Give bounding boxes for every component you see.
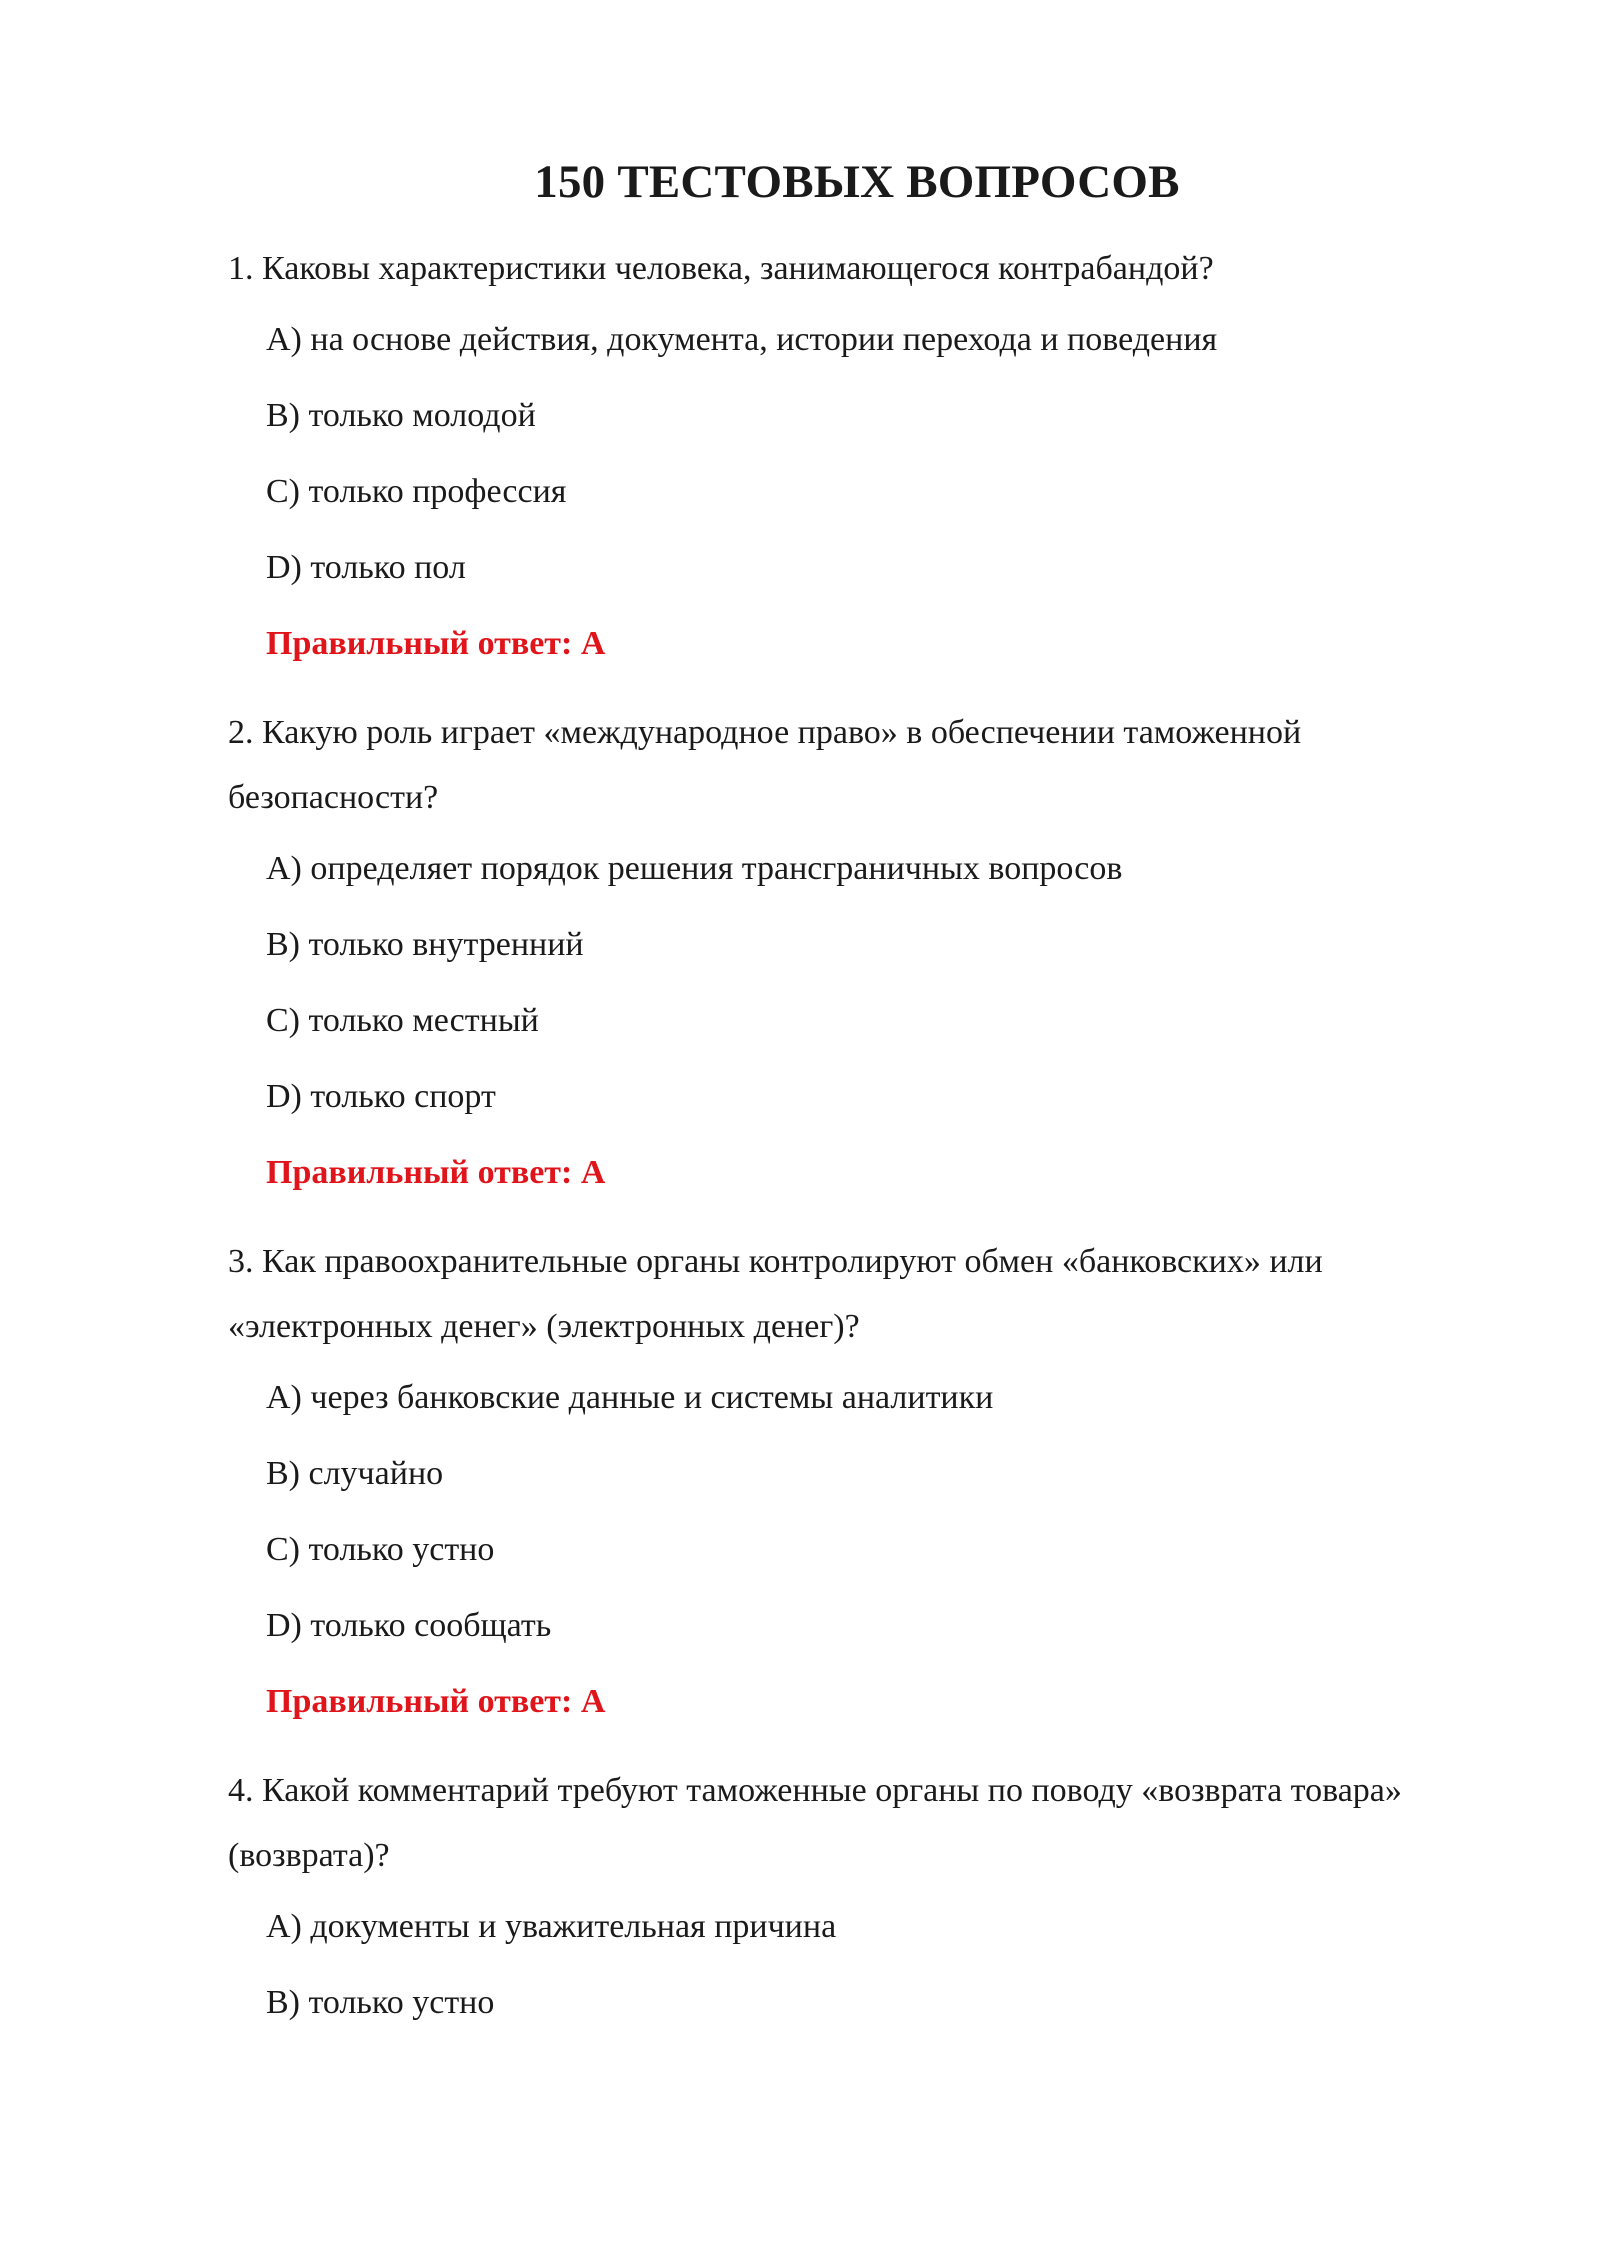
- option-b: B) только устно: [266, 1984, 495, 2021]
- question-text: 4. Какой комментарий требуют таможенные органы по поводу «возврата товара» (возврата)?: [228, 1772, 1402, 1874]
- option-list: [266, 1378, 1468, 1646]
- question-list: [228, 236, 1468, 2059]
- correct-answer: Правильный ответ: A: [266, 625, 606, 662]
- option-c: C) только устно: [266, 1531, 495, 1568]
- option-a: A) через банковские данные и системы аналитики: [266, 1379, 994, 1416]
- option-d: D) только пол: [266, 549, 466, 586]
- option-c: C) только профессия: [266, 473, 567, 510]
- correct-answer: Правильный ответ: A: [266, 1683, 606, 1720]
- option-list: [266, 320, 1468, 588]
- question-3: [228, 1229, 1468, 1722]
- question-4: [228, 1758, 1468, 2023]
- option-a: A) документы и уважительная причина: [266, 1908, 837, 1945]
- correct-answer: Правильный ответ: A: [266, 1154, 606, 1191]
- page-title: 150 ТЕСТОВЫХ ВОПРОСОВ: [534, 156, 1180, 208]
- option-a: A) на основе действия, документа, истории перехода и поведения: [266, 321, 1218, 358]
- option-d: D) только сообщать: [266, 1607, 552, 1644]
- option-list: [266, 1907, 1468, 2023]
- option-d: D) только спорт: [266, 1078, 496, 1115]
- question-text: 2. Какую роль играет «международное право» в обеспечении таможенной безопасности?: [228, 714, 1302, 816]
- question-2: [228, 700, 1468, 1193]
- option-b: B) случайно: [266, 1455, 444, 1492]
- option-list: [266, 849, 1468, 1117]
- question-1: [228, 236, 1468, 664]
- option-b: B) только внутренний: [266, 926, 584, 963]
- question-text: 3. Как правоохранительные органы контролируют обмен «банковских» или «электронных денег» (электронных денег)?: [228, 1243, 1323, 1345]
- option-a: A) определяет порядок решения трансграничных вопросов: [266, 850, 1123, 887]
- question-text: 1. Каковы характеристики человека, занимающегося контрабандой?: [228, 250, 1214, 287]
- option-c: C) только местный: [266, 1002, 539, 1039]
- option-b: B) только молодой: [266, 397, 536, 434]
